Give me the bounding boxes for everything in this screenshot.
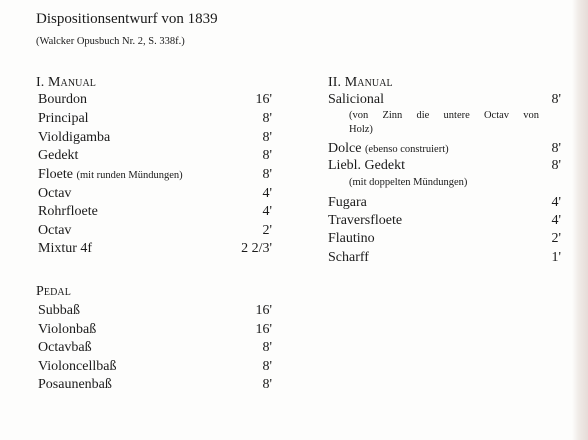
- page-subtitle: (Walcker Opusbuch Nr. 2, S. 338f.): [36, 36, 185, 47]
- stop-foot: 4': [262, 186, 272, 201]
- stop-note: (ebenso construiert): [364, 144, 449, 155]
- stop-name: [38, 167, 183, 183]
- stop-name: Salicional: [328, 92, 384, 107]
- stop-name: Violonbaß: [38, 322, 97, 337]
- stop-name: Octav: [38, 186, 72, 201]
- manual1-stop: [38, 167, 272, 186]
- manual1-stop: [38, 130, 272, 149]
- stop-name: Traversfloete: [328, 213, 403, 228]
- stop-foot: 1': [551, 250, 561, 265]
- manual2-stop: [328, 195, 561, 214]
- stop-note: (mit runden Mündungen): [76, 170, 183, 181]
- stop-name: Scharff: [328, 250, 369, 265]
- manual1-stop: [38, 241, 272, 260]
- pedal-stop: [38, 359, 272, 378]
- stop-note: Holz): [349, 124, 373, 135]
- stop-foot: 2': [262, 223, 272, 238]
- stop-foot: 16': [255, 92, 272, 107]
- manual2-stop: [328, 213, 561, 232]
- pedal-stop: [38, 377, 272, 396]
- stop-name: Bourdon: [38, 92, 87, 107]
- stop-foot: 8': [262, 340, 272, 355]
- manual1-heading: I. Manual: [36, 75, 97, 90]
- manual2-stop: [328, 231, 561, 250]
- manual2-stop: [328, 158, 561, 177]
- stop-name-text: Dolce: [328, 141, 362, 156]
- manual2-heading: II. Manual: [328, 75, 393, 90]
- stop-foot: 8': [262, 148, 272, 163]
- stop-name: Rohrfloete: [38, 204, 98, 219]
- manual1-stop: [38, 204, 272, 223]
- stop-name: Octav: [38, 223, 72, 238]
- manual1-stop: [38, 111, 272, 130]
- stop-foot: 8': [262, 130, 272, 145]
- stop-name: Octavbaß: [38, 340, 92, 355]
- stop-foot: 8': [551, 141, 561, 156]
- pedal-stop: [38, 303, 272, 322]
- stop-note: (mit doppelten Mündungen): [349, 177, 468, 188]
- manual1-stop: [38, 186, 272, 205]
- page-edge: [572, 0, 588, 440]
- pedal-stop: [38, 340, 272, 359]
- manual1-stop: [38, 223, 272, 242]
- manual2-stop: [328, 92, 561, 111]
- stop-name: Liebl. Gedekt: [328, 158, 405, 173]
- stop-foot: 8': [262, 377, 272, 392]
- stop-foot: 8': [262, 111, 272, 126]
- manual1-stop: [38, 148, 272, 167]
- stop-foot: 16': [255, 322, 272, 337]
- pedal-heading: Pedal: [36, 284, 71, 299]
- stop-foot: 16': [255, 303, 272, 318]
- stop-name: Fugara: [328, 195, 367, 210]
- stop-name-text: Floete: [38, 167, 73, 182]
- stop-name: Flautino: [328, 231, 375, 246]
- stop-foot: 4': [551, 213, 561, 228]
- stop-name: Gedekt: [38, 148, 79, 163]
- stop-note: (von Zinn die untere Octav von: [349, 110, 539, 121]
- manual1-stop: [38, 92, 272, 111]
- stop-foot: 8': [262, 359, 272, 374]
- stop-name: Posaunenbaß: [38, 377, 112, 392]
- stop-name: Principal: [38, 111, 89, 126]
- stop-name: Violdigamba: [38, 130, 111, 145]
- stop-name: Subbaß: [38, 303, 80, 318]
- manual2-stop: [328, 250, 561, 269]
- stop-foot: 8': [551, 158, 561, 173]
- stop-foot: 2': [551, 231, 561, 246]
- stop-foot: 4': [262, 204, 272, 219]
- stop-name: [328, 141, 449, 157]
- stop-foot: 8': [551, 92, 561, 107]
- stop-name: Mixtur 4f: [38, 241, 93, 256]
- stop-foot: 2 2/3': [241, 241, 272, 256]
- pedal-stop: [38, 322, 272, 341]
- page-title: Dispositionsentwurf von 1839: [36, 11, 218, 27]
- stop-foot: 8': [262, 167, 272, 182]
- stop-foot: 4': [551, 195, 561, 210]
- stop-name: Violoncellbaß: [38, 359, 117, 374]
